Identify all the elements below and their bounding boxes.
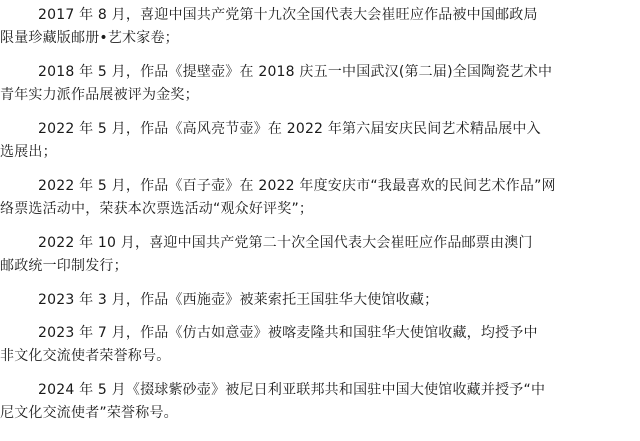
- paragraph-2023-03: [0, 289, 632, 312]
- paragraph-line: 尼文化交流使者”荣誉称号。: [0, 405, 178, 421]
- paragraph-line: 2023 年 3 月，作品《西施壶》被莱索托王国驻华大使馆收藏；: [38, 292, 439, 308]
- paragraph-line: 2023 年 7 月，作品《仿古如意壶》被喀麦隆共和国驻华大使馆收藏，均授予中: [38, 325, 538, 341]
- paragraph-2023-07: [0, 322, 632, 368]
- paragraph-2017-08: [0, 4, 632, 50]
- paragraph-line: 2024 年 5 月《掇球紫砂壶》被尼日利亚联邦共和国驻中国大使馆收藏并授予“中: [38, 382, 546, 398]
- paragraph-line: 2022 年 10 月，喜迎中国共产党第二十次全国代表大会崔旺应作品邮票由澳门: [38, 235, 533, 251]
- paragraph-line: 非文化交流使者荣誉称号。: [0, 348, 171, 364]
- paragraph-2022-05-a: [0, 118, 632, 164]
- paragraph-2024-05: [0, 379, 632, 425]
- paragraph-line: 青年实力派作品展被评为金奖；: [0, 87, 199, 103]
- paragraph-line: 邮政统一印制发行；: [0, 258, 128, 274]
- paragraph-line: 络票选活动中，荣获本次票选活动“观众好评奖”；: [0, 201, 314, 217]
- paragraph-2018-05: [0, 61, 632, 107]
- paragraph-2022-10: [0, 232, 632, 278]
- paragraph-line: 限量珍藏版邮册•艺术家卷；: [0, 30, 179, 46]
- paragraph-line: 2017 年 8 月，喜迎中国共产党第十九次全国代表大会崔旺应作品被中国邮政局: [38, 7, 538, 23]
- paragraph-line: 2022 年 5 月，作品《百子壶》在 2022 年度安庆市“我最喜欢的民间艺术作品”网: [38, 178, 556, 194]
- paragraph-2022-05-b: [0, 175, 632, 221]
- paragraph-line: 选展出；: [0, 144, 57, 160]
- paragraph-line: 2022 年 5 月，作品《高风亮节壶》在 2022 年第六届安庆民间艺术精品展中入: [38, 121, 541, 137]
- paragraph-line: 2018 年 5 月，作品《提壁壶》在 2018 庆五一中国武汉(第二届)全国陶瓷艺术中: [38, 64, 553, 80]
